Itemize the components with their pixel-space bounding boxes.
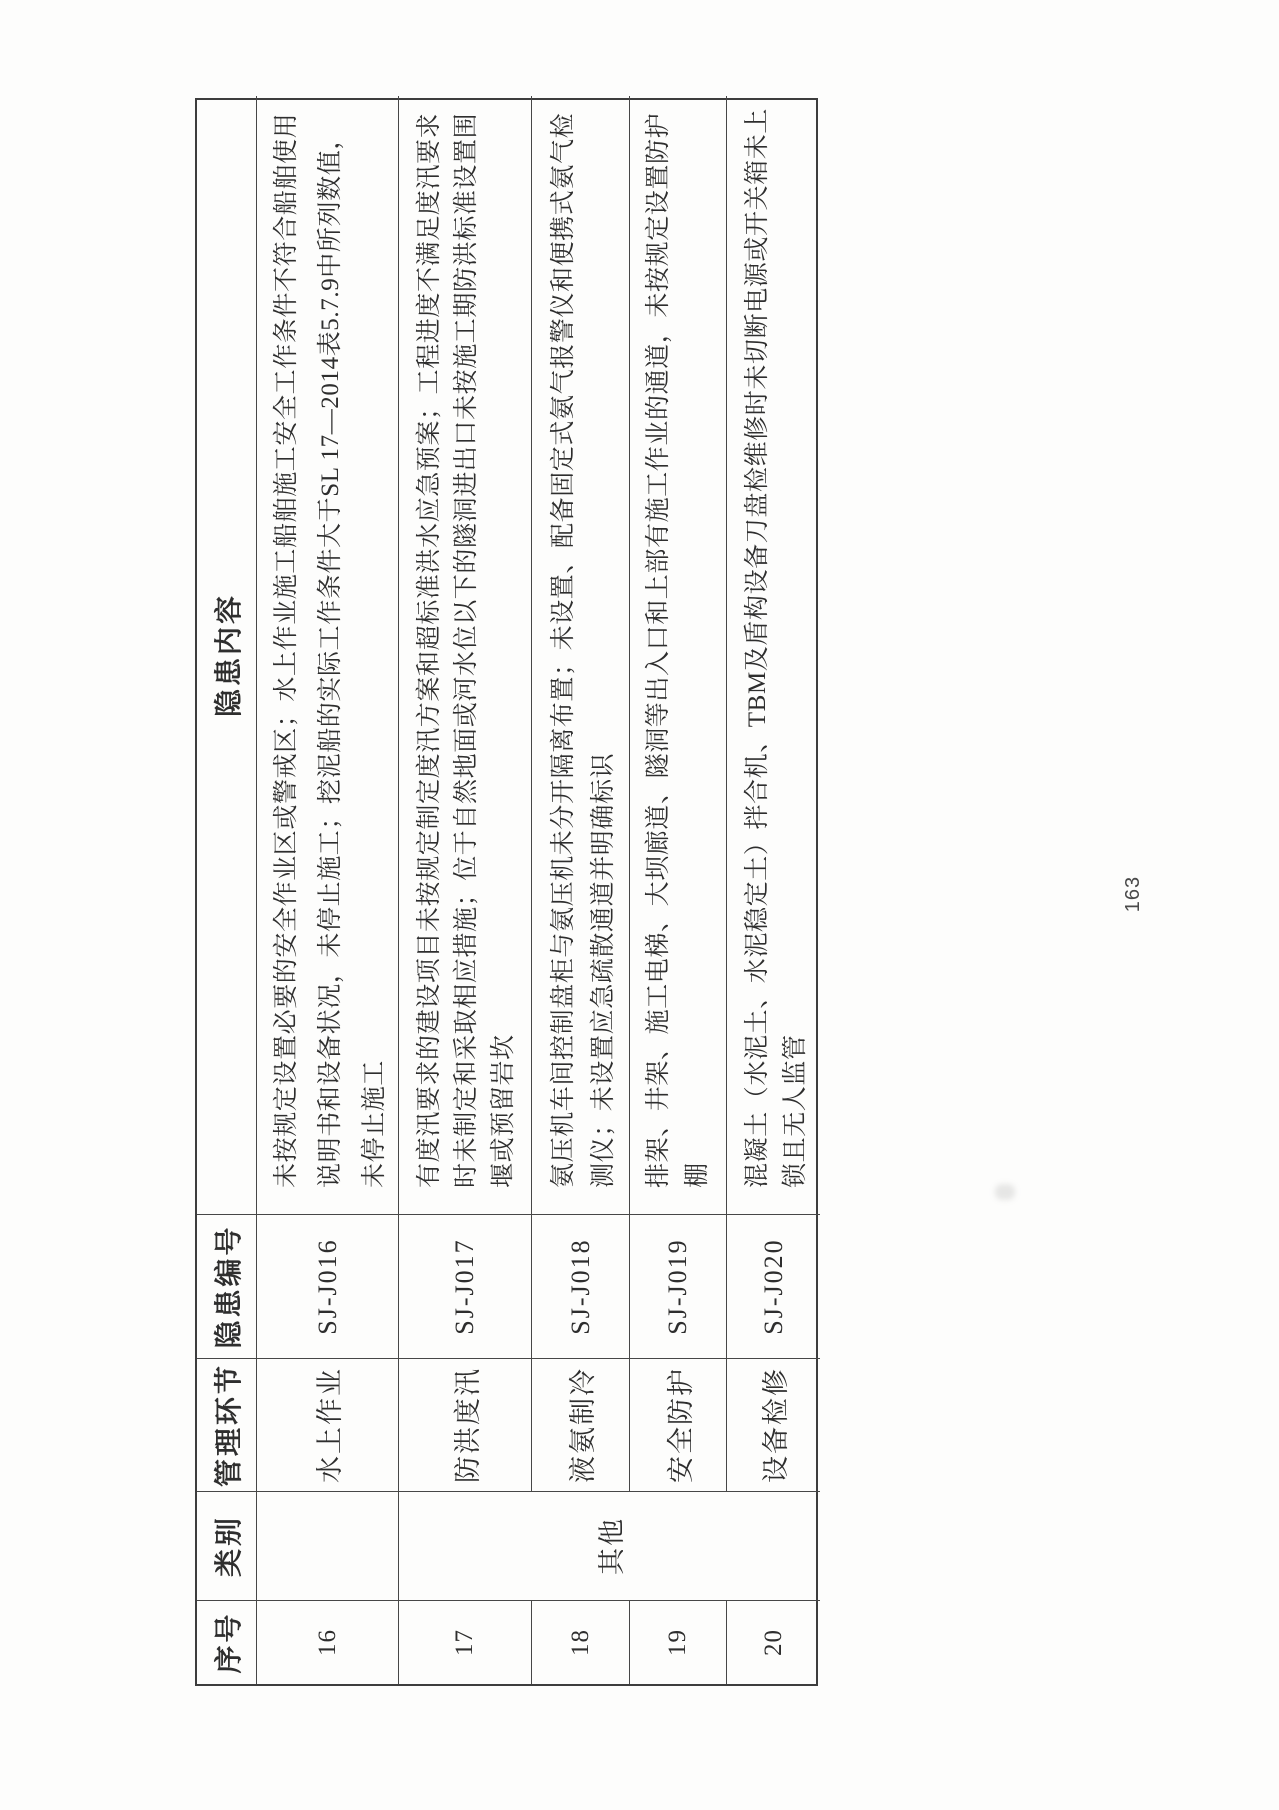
content-line: 说明书和设备状况，未停止施工；挖泥船的实际工作条件大于SL 17—2014表5.7.9中所列数值， (317, 124, 344, 1188)
stage-row-19: 安全防护 (630, 1358, 727, 1491)
header-hazard-content: 隐患内容 (197, 96, 257, 1214)
page-number: 163 (1122, 875, 1144, 913)
hazard-content-row-17 (399, 96, 532, 1214)
category-cell-empty (257, 1491, 399, 1600)
scan-artifact (995, 1184, 1015, 1200)
hazard-code-row-17: SJ-J017 (399, 1214, 532, 1358)
content-line: 堰或预留岩坎 (490, 1034, 517, 1188)
hazard-content-row-20 (727, 96, 820, 1214)
content-line: 排架、井架、施工电梯、大坝廊道、隧洞等出入口和上部有施工作业的通道，未按规定设置防护 (645, 112, 672, 1188)
header-serial-number: 序号 (197, 1600, 257, 1684)
content-line: 棚 (684, 1162, 711, 1188)
header-hazard-code: 隐患编号 (197, 1214, 257, 1358)
stage-row-20: 设备检修 (727, 1358, 820, 1491)
content-line: 时未制定和采取相应措施；位于自然地面或河水位以下的隧洞进出口未按施工期防洪标准设置围 (453, 112, 480, 1188)
hazard-table (195, 98, 818, 1686)
serial-number-19: 19 (630, 1600, 727, 1684)
content-line: 氨压机车间控制盘柜与氨压机未分开隔离布置；未设置、配备固定式氨气报警仪和便携式氨气检 (550, 112, 577, 1188)
serial-number-17: 17 (399, 1600, 532, 1684)
category-cell-other-merged: 其他 (399, 1491, 820, 1600)
header-category: 类别 (197, 1491, 257, 1600)
content-line: 未停止施工 (361, 1059, 388, 1188)
content-line: 混凝土（水泥土、水泥稳定土）拌合机、TBM及盾构设备刀盘检维修时未切断电源或开关箱未上 (744, 108, 771, 1188)
serial-number-20: 20 (727, 1600, 820, 1684)
hazard-code-row-18: SJ-J018 (532, 1214, 630, 1358)
content-line: 未按规定设置必要的安全作业区或警戒区；水上作业施工船舶施工安全工作条件不符合船舶使用 (273, 112, 300, 1188)
content-line: 锁且无人监管 (782, 1034, 809, 1188)
hazard-code-row-16: SJ-J016 (257, 1214, 399, 1358)
stage-row-16: 水上作业 (257, 1358, 399, 1491)
stage-row-17: 防洪度汛 (399, 1358, 532, 1491)
serial-number-16: 16 (257, 1600, 399, 1684)
content-line: 测仪；未设置应急疏散通道并明确标识 (590, 752, 617, 1188)
hazard-code-row-20: SJ-J020 (727, 1214, 820, 1358)
hazard-code-row-19: SJ-J019 (630, 1214, 727, 1358)
stage-row-18: 液氨制冷 (532, 1358, 630, 1491)
hazard-content-row-16 (257, 96, 399, 1214)
content-line: 有度汛要求的建设项目未按规定制定度汛方案和超标准洪水应急预案；工程进度不满足度汛要求 (416, 112, 443, 1188)
serial-number-18: 18 (532, 1600, 630, 1684)
hazard-content-row-18 (532, 96, 630, 1214)
header-management-stage: 管理环节 (197, 1358, 257, 1491)
hazard-content-row-19 (630, 96, 727, 1214)
